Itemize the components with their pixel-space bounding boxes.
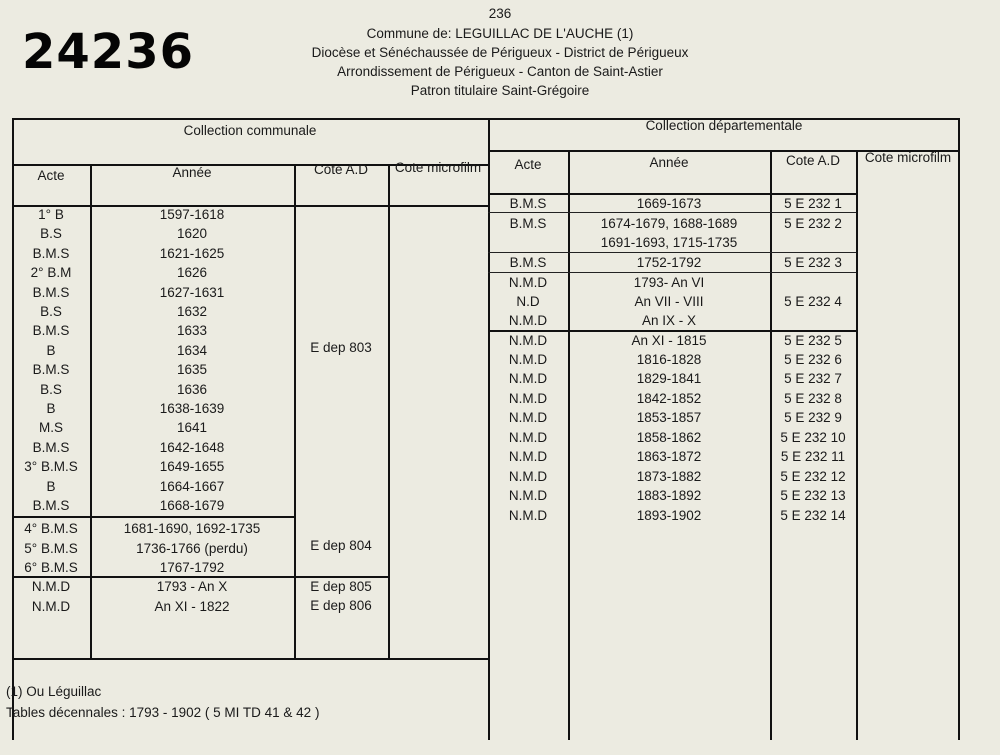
departementale-row-cote: 5 E 232 2 (784, 216, 842, 231)
departementale-row-cote: 5 E 232 12 (780, 469, 846, 484)
communale-row-annee: 1635 (176, 362, 208, 378)
departementale-row-acte: B.M.S (509, 196, 547, 211)
communale-row-acte: 2° B.M (30, 265, 72, 281)
departementale-row-annee: 1669-1673 (636, 196, 702, 211)
departementale-row-cote: 5 E 232 6 (784, 352, 842, 367)
departementale-row-acte: N.M.D (508, 469, 548, 484)
communale-row-annee: 1664-1667 (159, 478, 225, 494)
header-arrondissement: Arrondissement de Périgueux - Canton de Saint-Astier (337, 64, 663, 79)
departementale-row-cote: 5 E 232 11 (780, 449, 846, 464)
communale-row-annee: 1634 (176, 342, 208, 358)
departementale-col-acte: Acte (514, 157, 542, 172)
departementale-row-cote: 5 E 232 13 (780, 488, 846, 503)
communale-row-annee: 1767-1792 (159, 560, 225, 576)
communale-row-annee: 1649-1655 (159, 459, 225, 475)
departementale-row-cote: 5 E 232 4 (784, 294, 842, 309)
communale-row-annee: 1736-1766 (perdu) (136, 540, 248, 556)
communale-row-acte: N.M.D (31, 598, 71, 614)
communale-row-acte: 3° B.M.S (24, 459, 78, 475)
departementale-row-cote: 5 E 232 8 (784, 391, 842, 406)
departementale-row-annee: 1893-1902 (636, 508, 702, 523)
departementale-row-cote: 5 E 232 9 (784, 410, 842, 425)
departementale-col-cote-microfilm: Cote microfilm (864, 150, 952, 165)
communale-row-annee: 1641 (176, 420, 208, 436)
communale-col-line (388, 164, 390, 658)
communale-row-acte: 4° B.M.S (24, 521, 78, 537)
communale-row-annee: 1681-1690, 1692-1735 (123, 521, 261, 537)
departementale-row-annee: 1674-1679, 1688-1689 (600, 216, 738, 231)
communale-row-annee: 1638-1639 (159, 401, 225, 416)
footnote-ou-leguillac: (1) Ou Léguillac (6, 684, 102, 699)
header-diocese: Diocèse et Sénéchaussée de Périgueux - District de Périgueux (311, 45, 689, 60)
communale-row-annee: An XI - 1822 (154, 598, 230, 614)
departementale-row-annee: 1853-1857 (636, 410, 702, 425)
departementale-row-acte: N.M.D (508, 449, 548, 464)
header-patron: Patron titulaire Saint-Grégoire (410, 83, 590, 98)
communale-row-annee: 1793 - An X (156, 579, 228, 594)
departementale-row-cote: 5 E 232 1 (784, 196, 842, 211)
departementale-row-cote: 5 E 232 7 (784, 371, 842, 386)
communale-row-acte: B.M.S (32, 498, 70, 513)
departementale-row-acte: N.D (516, 294, 540, 309)
communale-row-annee: 1626 (176, 265, 208, 281)
page-number: 236 (488, 6, 512, 21)
departementale-title: Collection départementale (645, 118, 803, 133)
communale-row-annee: 1632 (176, 304, 208, 319)
communale-row-acte: B.M.S (32, 439, 70, 455)
communale-bottom-rule (12, 658, 488, 660)
departementale-row-cote: 5 E 232 5 (784, 333, 842, 348)
departementale-row-acte: B.M.S (509, 255, 547, 270)
communale-col-cote-ad: Cote A.D (313, 162, 369, 177)
departementale-row-annee: 1883-1892 (636, 488, 702, 503)
communale-row-annee: 1633 (176, 323, 208, 339)
communale-row-annee: 1627-1631 (159, 284, 225, 300)
communale-row-acte: B.S (40, 381, 62, 397)
communale-row-acte: 1° B (38, 207, 64, 222)
header-commune: Commune de: LEGUILLAC DE L'AUCHE (1) (366, 26, 634, 41)
communale-row-annee: 1642-1648 (159, 439, 225, 455)
communale-row-acte: B.M.S (32, 245, 70, 261)
communale-col-acte: Acte (37, 168, 65, 183)
departementale-row-annee: 1873-1882 (636, 469, 702, 484)
communale-row-acte: N.M.D (31, 579, 71, 594)
departementale-row-cote: 5 E 232 14 (780, 508, 846, 523)
communale-row-annee: 1620 (176, 226, 208, 242)
communale-row-acte: B.M.S (32, 362, 70, 378)
departementale-col-cote-ad: Cote A.D (785, 153, 841, 168)
departementale-row-cote: 5 E 232 10 (780, 430, 846, 445)
communale-cote: E dep 805 (310, 579, 372, 594)
departementale-row-annee: 1691-1693, 1715-1735 (600, 235, 738, 250)
departementale-row-annee: An VII - VIII (634, 294, 704, 309)
footnote-tables-decennales: Tables décennales : 1793 - 1902 ( 5 MI TD 41 & 42 ) (6, 705, 320, 720)
communale-cote: E dep 804 (310, 538, 372, 553)
communale-row-annee: 1668-1679 (159, 498, 225, 513)
departementale-row-annee: 1816-1828 (636, 352, 702, 367)
departementale-row-annee: 1793- An VI (633, 275, 705, 290)
communale-row-acte: 6° B.M.S (24, 560, 78, 576)
departementale-row-annee: An IX - X (641, 313, 697, 328)
communale-row-acte: B (46, 342, 56, 358)
departementale-row-annee: 1858-1862 (636, 430, 702, 445)
departementale-row-acte: N.M.D (508, 275, 548, 290)
communale-row-acte: B.S (40, 226, 62, 242)
departementale-row-cote: 5 E 232 3 (784, 255, 842, 270)
communale-row-annee: 1621-1625 (159, 245, 225, 261)
departementale-row-annee: 1829-1841 (636, 371, 702, 386)
departementale-row-acte: N.M.D (508, 508, 548, 523)
communale-cote: E dep 803 (310, 340, 372, 355)
communale-row-acte: B.M.S (32, 323, 70, 339)
communale-row-acte: M.S (38, 420, 63, 436)
departementale-row-acte: N.M.D (508, 313, 548, 328)
communale-row-annee: 1597-1618 (159, 207, 225, 222)
communale-col-annee: Année (172, 165, 212, 180)
departementale-row-acte: N.M.D (508, 333, 548, 348)
communale-row-acte: B.M.S (32, 284, 70, 300)
departementale-row-acte: N.M.D (508, 391, 548, 406)
departementale-row-annee: 1842-1852 (636, 391, 702, 406)
communale-row-annee: 1636 (176, 381, 208, 397)
departementale-row-annee: 1863-1872 (636, 449, 702, 464)
departementale-row-annee: An XI - 1815 (631, 333, 707, 348)
departementale-row-acte: N.M.D (508, 352, 548, 367)
communale-col-cote-microfilm: Cote microfilm (394, 160, 482, 175)
communale-cote: E dep 806 (310, 598, 372, 613)
communale-row-acte: B (46, 401, 56, 416)
departementale-row-acte: N.M.D (508, 430, 548, 445)
departementale-row-acte: N.M.D (508, 371, 548, 386)
departementale-row-acte: N.M.D (508, 410, 548, 425)
communale-title: Collection communale (183, 123, 317, 138)
departementale-col-annee: Année (649, 155, 689, 170)
communale-row-acte: B (46, 478, 56, 494)
departementale-row-acte: B.M.S (509, 216, 547, 231)
communale-row-acte: 5° B.M.S (24, 540, 78, 556)
departementale-col-line (856, 150, 858, 740)
record-id: 24236 (22, 24, 194, 80)
communale-group-rule (12, 516, 296, 518)
communale-row-acte: B.S (40, 304, 62, 319)
departementale-row-annee: 1752-1792 (636, 255, 702, 270)
departementale-row-acte: N.M.D (508, 488, 548, 503)
